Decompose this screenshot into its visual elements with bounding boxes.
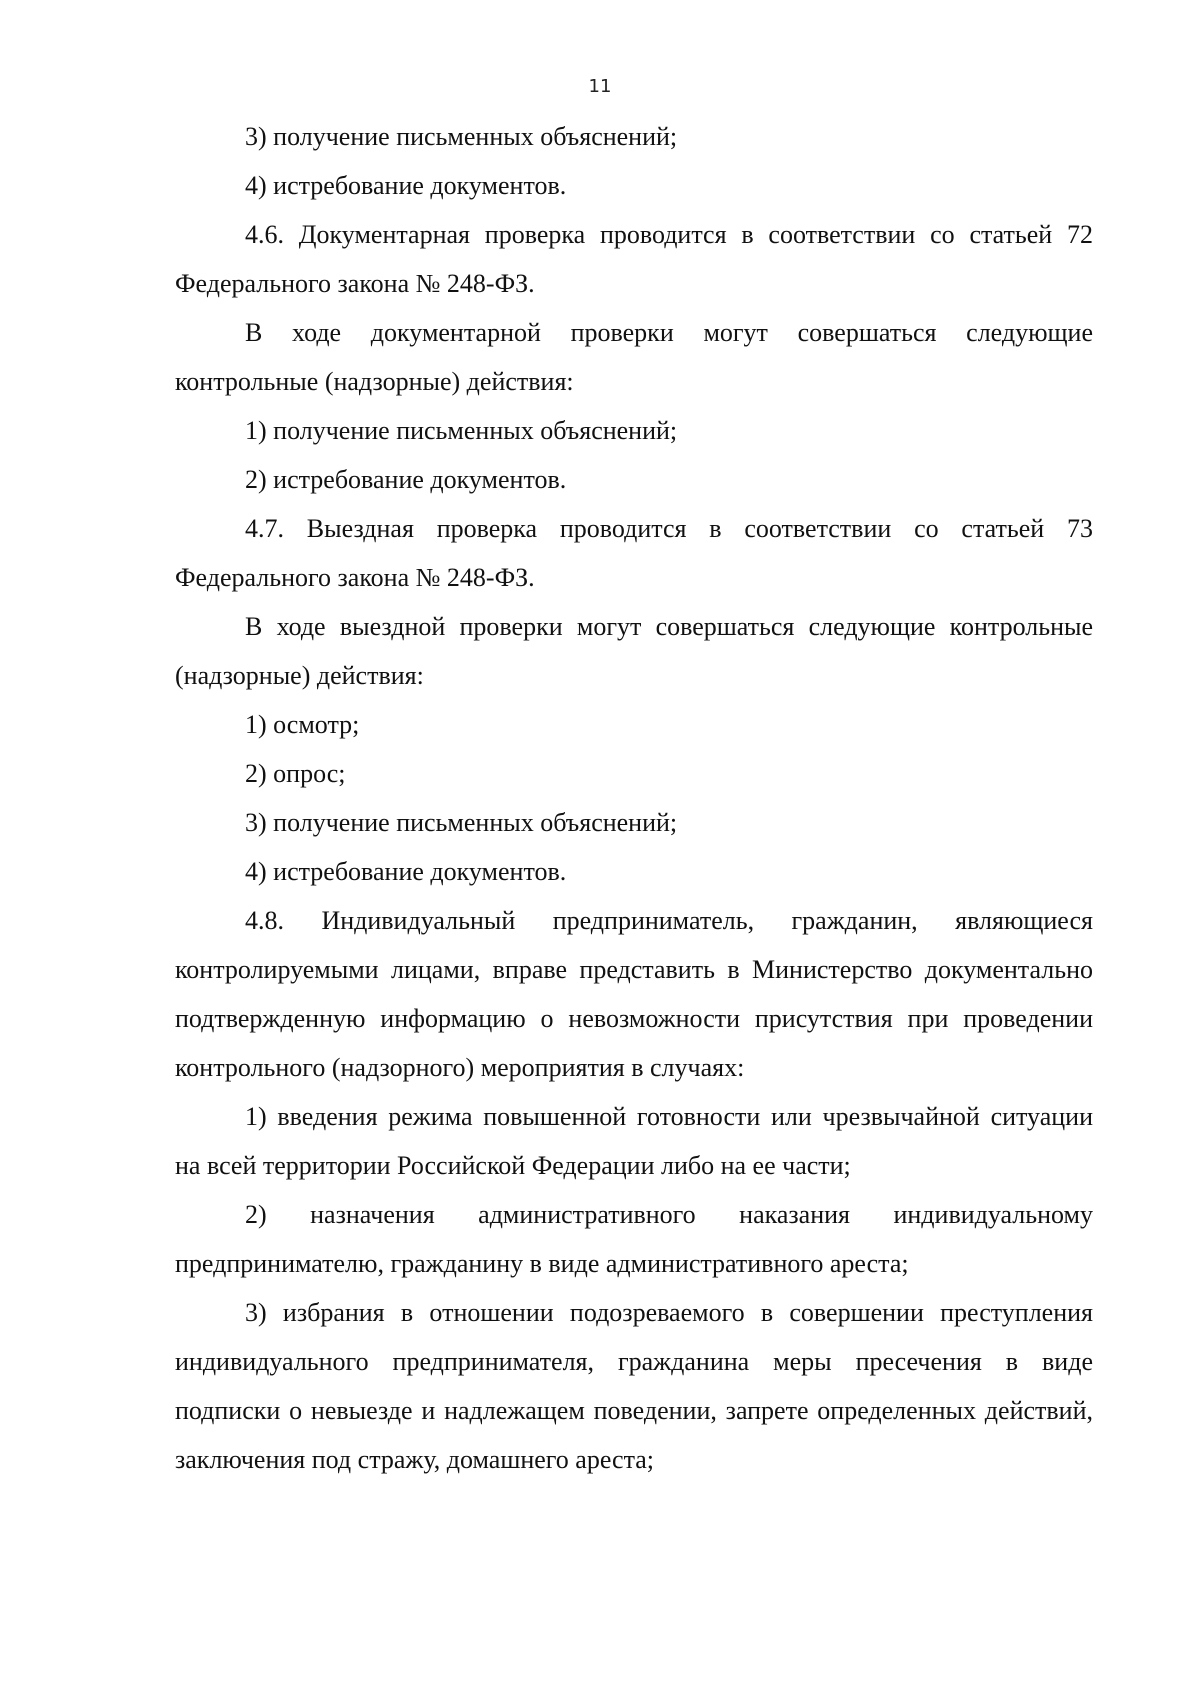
clause-paragraph: 4.6. Документарная проверка проводится в соответствии со статьей 72 Федерального закона № 248-ФЗ. (175, 220, 1093, 298)
list-item: 2) опрос; (245, 759, 346, 788)
clause-paragraph: 4.8. Индивидуальный предприниматель, гражданин, являющиеся контролируемыми лицами, вправе представить в Министерство документально подтвержденную информацию о невозможности присутствия при проведении контрольного (надзорного) мероприятия в случаях: (175, 906, 1093, 1082)
list-item: 1) получение письменных объяснений; (245, 416, 678, 445)
list-item: 1) осмотр; (245, 710, 360, 739)
list-item: 2) истребование документов. (245, 465, 567, 494)
document-body (175, 112, 1093, 1484)
list-item: 3) получение письменных объяснений; (245, 808, 678, 837)
list-item: 4) истребование документов. (245, 857, 567, 886)
list-item: 1) введения режима повышенной готовности или чрезвычайной ситуации на всей территории Российской Федерации либо на ее части; (175, 1102, 1093, 1180)
list-item: 2) назначения административного наказания индивидуальному предпринимателю, гражданину в виде административного ареста; (175, 1200, 1093, 1278)
body-paragraph: В ходе выездной проверки могут совершаться следующие контрольные (надзорные) действия: (175, 612, 1093, 690)
list-item: 3) избрания в отношении подозреваемого в совершении преступления индивидуального предпринимателя, гражданина меры пресечения в виде подписки о невыезде и надлежащем поведении, запрете определенных действий, заключения под стражу, домашнего ареста; (175, 1298, 1093, 1474)
page-number: 11 (588, 76, 612, 97)
list-item: 4) истребование документов. (245, 171, 567, 200)
list-item: 3) получение письменных объяснений; (245, 122, 678, 151)
clause-paragraph: 4.7. Выездная проверка проводится в соответствии со статьей 73 Федерального закона № 248-ФЗ. (175, 514, 1093, 592)
body-paragraph: В ходе документарной проверки могут совершаться следующие контрольные (надзорные) действия: (175, 318, 1093, 396)
